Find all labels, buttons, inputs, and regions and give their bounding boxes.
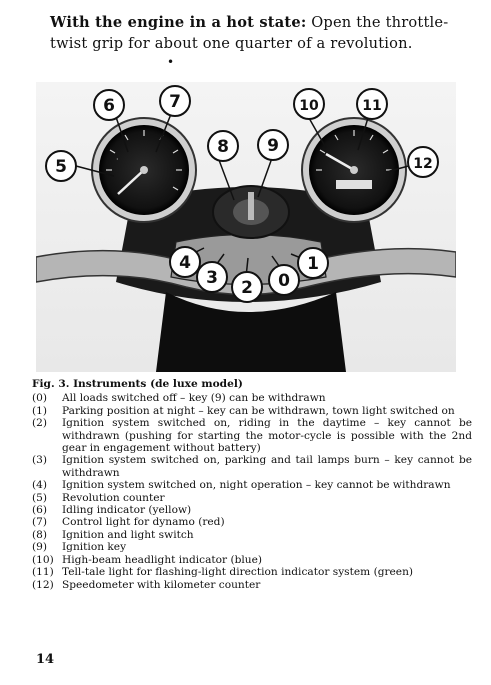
- legend-item-number: (9): [32, 541, 48, 554]
- legend-item: [32, 492, 472, 504]
- legend-item: [32, 454, 472, 479]
- legend-item-number: (7): [32, 516, 48, 529]
- legend-item: [32, 529, 472, 541]
- callout-label-3: 3: [206, 268, 218, 288]
- callout-label-11: 11: [362, 98, 382, 114]
- intro-paragraph: [50, 12, 470, 54]
- legend-item: [32, 504, 472, 516]
- caption-title: Fig. 3. Instruments (de luxe model): [32, 378, 243, 390]
- callout-label-9: 9: [267, 136, 279, 156]
- legend-item: [32, 405, 472, 417]
- legend-list: [32, 392, 472, 591]
- callout-label-4: 4: [179, 253, 191, 273]
- bullet-mark: •: [167, 55, 175, 69]
- intro-text: Open the throttle-twist grip for about one quarter of a revolution.: [50, 14, 449, 52]
- callout-label-8: 8: [217, 137, 229, 157]
- instruments-photo: [36, 82, 456, 372]
- callout-label-0: 0: [278, 271, 290, 291]
- legend-item-number: (11): [32, 566, 54, 579]
- legend-item: [32, 392, 472, 404]
- figure-caption: [32, 378, 472, 591]
- legend-item-number: (0): [32, 392, 48, 405]
- legend-item: [32, 566, 472, 578]
- legend-item: [32, 541, 472, 553]
- legend-item-text: Idling indicator (yellow): [62, 504, 192, 517]
- callout-label-10: 10: [299, 98, 319, 114]
- legend-item-text: Ignition system switched on, riding in the daytime – key cannot be withdrawn (pushing for starting the motor-cycle is possible with the 2nd gear in engagement without battery): [62, 417, 472, 455]
- legend-item-number: (10): [32, 553, 54, 566]
- ignition-key-shape: [248, 192, 254, 220]
- tach-mark: ·: [116, 155, 119, 164]
- legend-item-text: Tell-tale light for flashing-light direction indicator system (green): [62, 566, 414, 579]
- legend-item-text: Parking position at night – key can be withdrawn, town light switched on: [62, 404, 455, 417]
- intro-lead: With the engine in a hot state:: [50, 14, 307, 31]
- page-number: 14: [36, 652, 55, 667]
- legend-item: [32, 554, 472, 566]
- legend-item-number: (2): [32, 417, 48, 430]
- legend-item: [32, 579, 472, 591]
- callout-label-5: 5: [55, 157, 67, 177]
- legend-item-number: (6): [32, 504, 48, 517]
- legend-item-number: (4): [32, 479, 48, 492]
- ignition-switch: [213, 186, 289, 238]
- legend-item: [32, 417, 472, 454]
- legend-item-number: (5): [32, 491, 48, 504]
- legend-item-text: Revolution counter: [62, 491, 165, 504]
- legend-item-text: Ignition key: [62, 541, 127, 554]
- callout-label-12: 12: [413, 156, 433, 172]
- legend-item-text: Control light for dynamo (red): [62, 516, 225, 529]
- legend-item-text: Ignition system switched on, parking and tail lamps burn – key cannot be withdrawn: [62, 454, 472, 479]
- legend-item-text: All loads switched off – key (9) can be withdrawn: [62, 392, 326, 405]
- legend-item-text: Speedometer with kilometer counter: [62, 578, 261, 591]
- revolution-counter: [92, 118, 196, 222]
- legend-item-number: (8): [32, 528, 48, 541]
- legend-item-text: Ignition system switched on, night operation – key cannot be withdrawn: [62, 479, 451, 492]
- legend-item-number: (1): [32, 404, 48, 417]
- callout-label-7: 7: [169, 92, 181, 112]
- callout-label-6: 6: [103, 96, 115, 116]
- legend-item: [32, 516, 472, 528]
- legend-item-text: Ignition and light switch: [62, 528, 194, 541]
- legend-item-number: (12): [32, 578, 54, 591]
- odometer-window: [336, 180, 372, 189]
- legend-item-text: High-beam headlight indicator (blue): [62, 553, 263, 566]
- legend-item-number: (3): [32, 454, 48, 467]
- callout-label-2: 2: [241, 278, 253, 298]
- callout-label-1: 1: [307, 254, 319, 274]
- legend-item: [32, 479, 472, 491]
